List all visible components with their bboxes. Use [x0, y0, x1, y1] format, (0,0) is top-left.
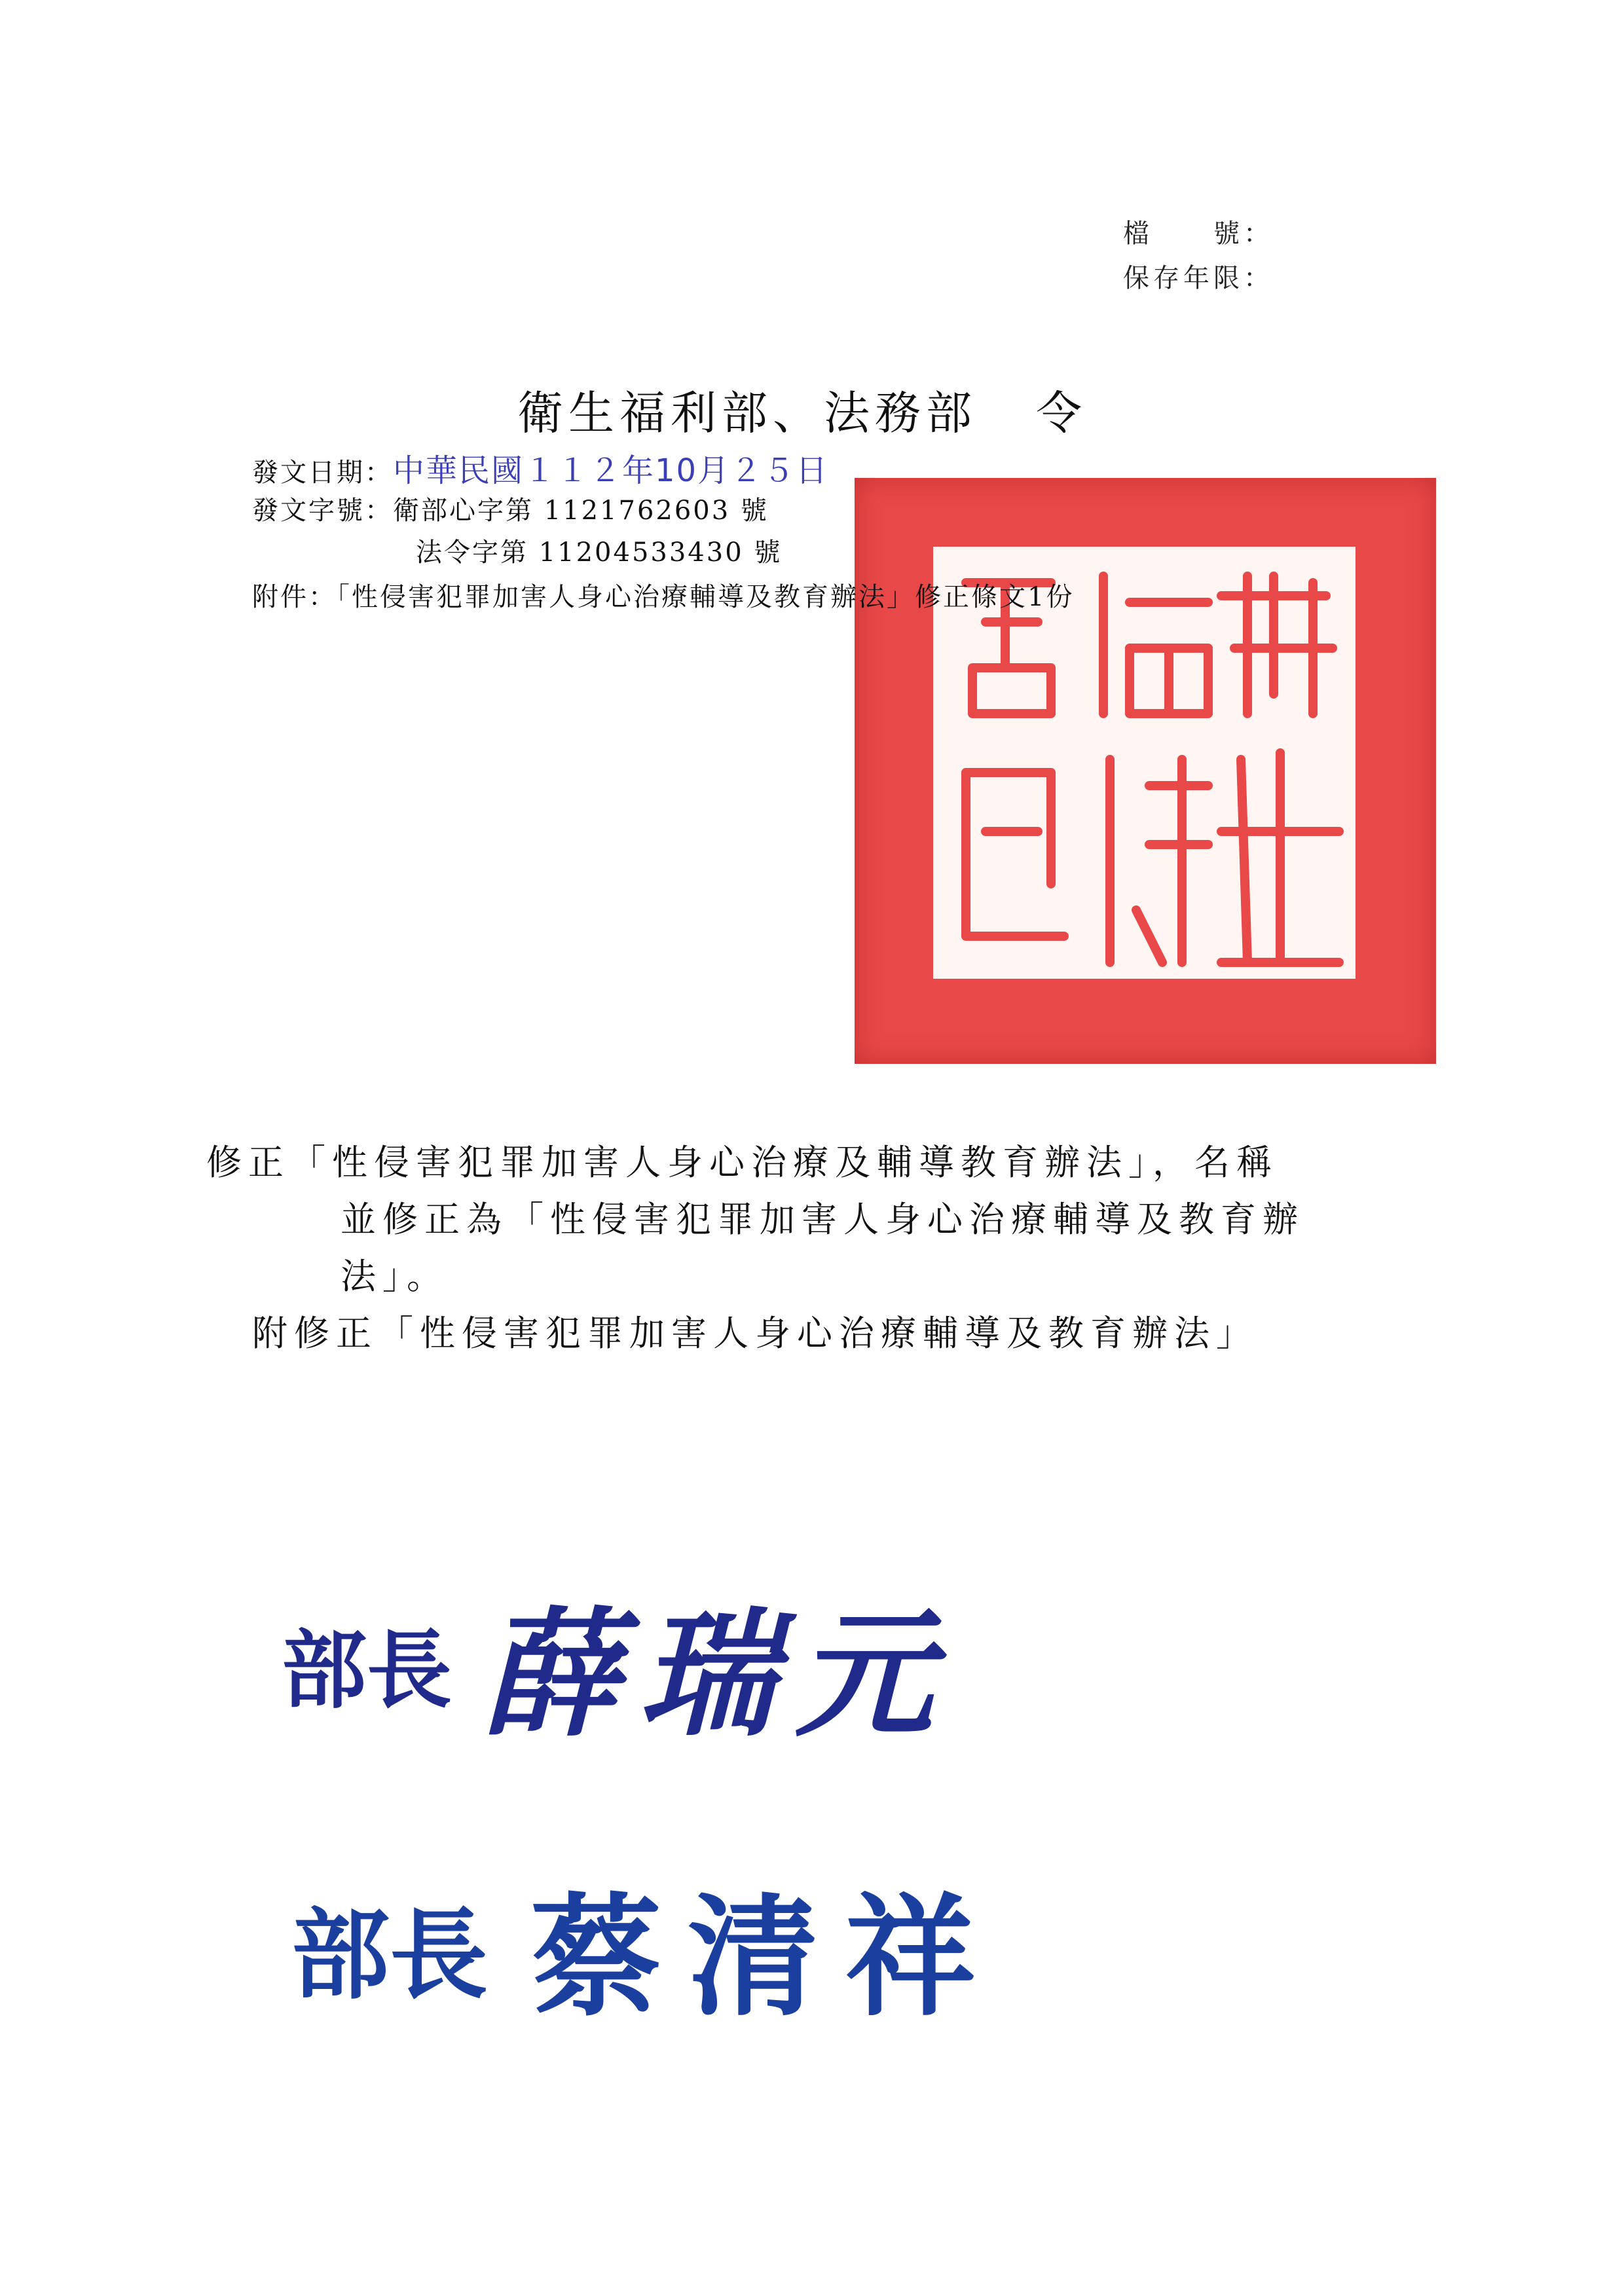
file-number-label: 檔 號： [1123, 219, 1274, 249]
doc-number-2-row [416, 532, 782, 569]
signature-1-name: 薛瑞元 [481, 1595, 953, 1755]
doc-number-row [252, 490, 769, 527]
attachment-label: 附件： [252, 582, 337, 612]
doc-number-2: 法令字第 11204533430 號 [416, 538, 783, 568]
signature-2-title: 部長 [291, 1899, 489, 2013]
body-line-4: 附修正「性侵害犯罪加害人身心治療輔導及教育辦法」 [252, 1313, 1258, 1354]
document-title [517, 376, 1087, 443]
signature-block-1 [282, 1565, 953, 1762]
official-seal [855, 478, 1436, 1064]
signature-1-title: 部長 [282, 1620, 452, 1721]
retention-label: 保存年限： [1123, 263, 1274, 293]
signature-block-2 [291, 1853, 1002, 2041]
body-line-3: 法」。 [341, 1256, 449, 1297]
doc-number-1: 衛部心字第 1121762603 號 [393, 496, 769, 526]
issuing-agencies: 衛生福利部、法務部 [517, 386, 977, 440]
doc-number-label: 發文字號： [252, 496, 393, 526]
signature-2-name: 蔡清祥 [530, 1882, 1003, 2034]
issue-date-stamp: 中華民國１１２年10月２５日 [393, 452, 829, 489]
body-line-1: 修正「性侵害犯罪加害人身心治療及輔導教育辦法」，名稱 [206, 1142, 1278, 1183]
issue-date-row [252, 445, 828, 490]
attachment-value: 「性侵害犯罪加害人身心治療輔導及教育辦法」修正條文1份 [337, 582, 1075, 612]
file-number-row [1123, 213, 1274, 250]
attachment-row [252, 576, 1074, 613]
document-type: 令 [1036, 386, 1087, 440]
body-line-2: 並修正為「性侵害犯罪加害人身心治療輔導及教育辦 [341, 1199, 1304, 1240]
retention-row [1123, 257, 1274, 295]
seal-script-icon [855, 478, 1436, 1064]
issue-date-label: 發文日期： [252, 458, 393, 488]
